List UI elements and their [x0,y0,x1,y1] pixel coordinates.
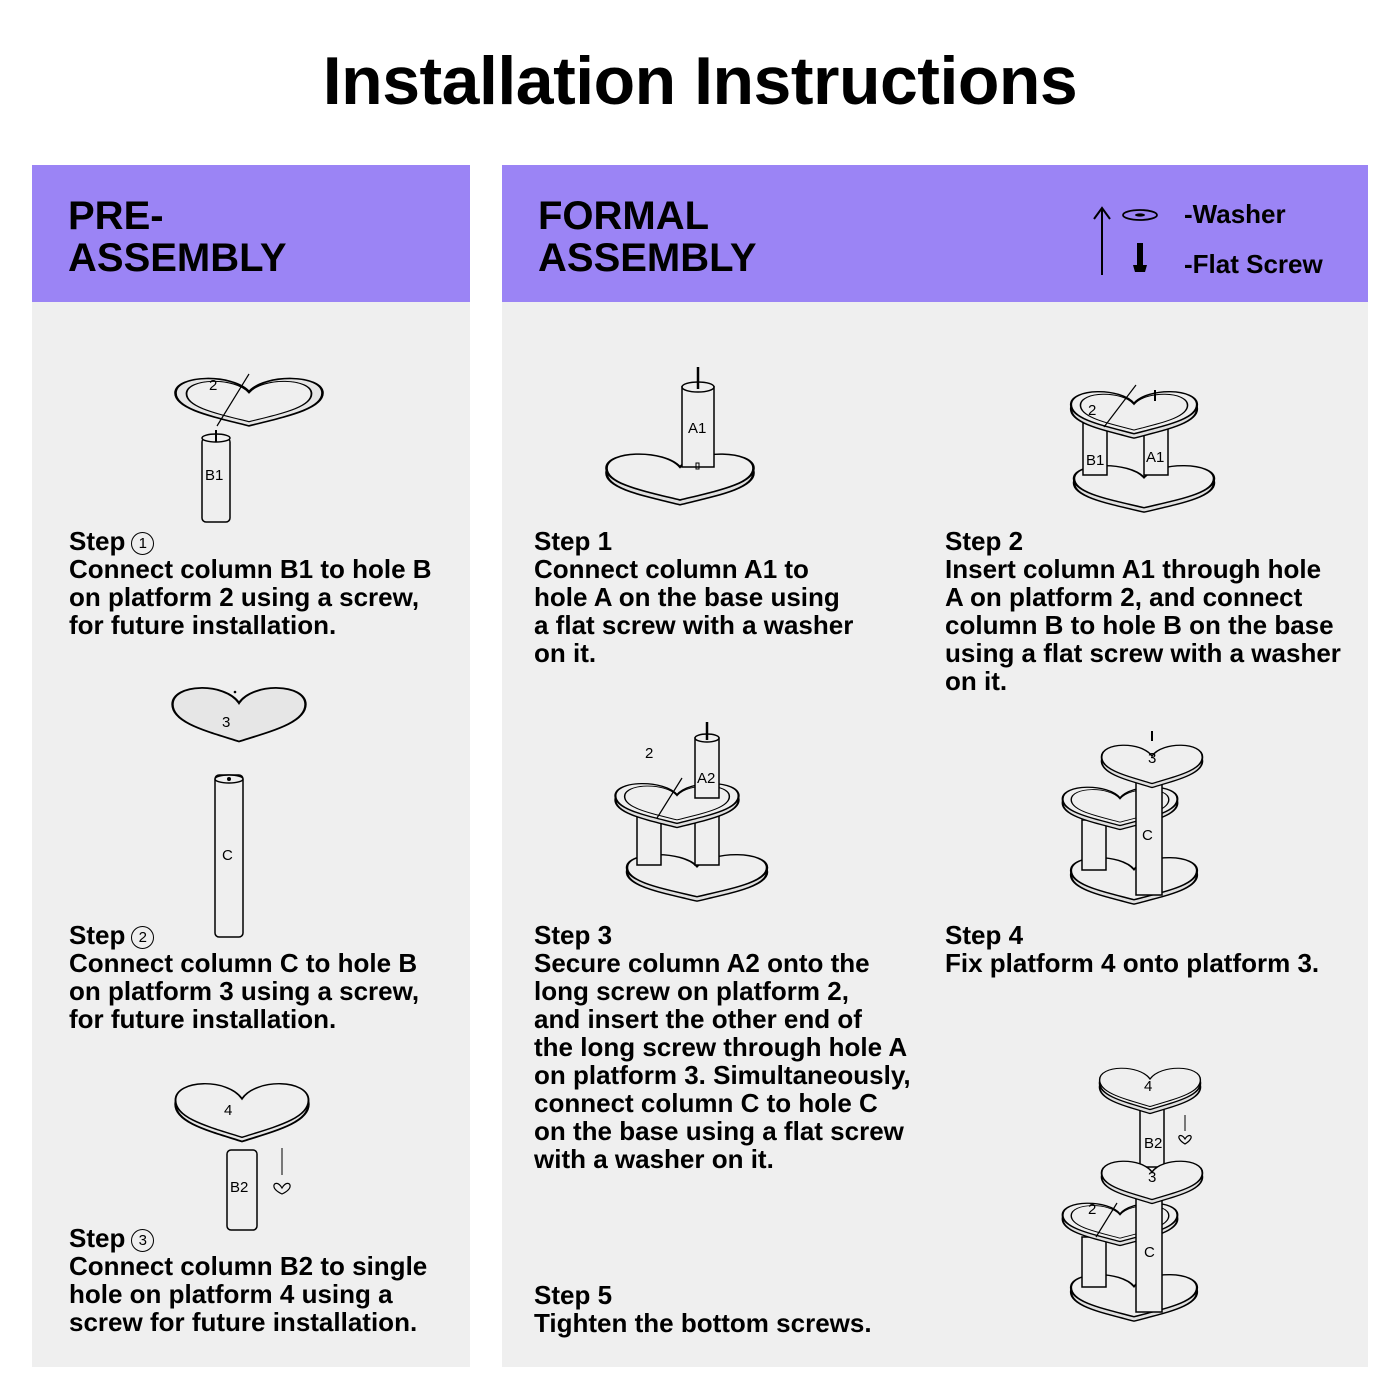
flat-screw-legend-label: -Flat Screw [1184,249,1323,279]
pre-step-1-illustration [167,350,337,530]
pre-step-1-text: Connect column B1 to hole B on platform 2 using a screw, for future installation. [69,554,432,640]
step-1-fig-label-column: A1 [688,420,707,437]
formal-assembly-header [502,165,1368,302]
step-4-illustration [1052,725,1222,915]
pre-step-3-text: Connect column B2 to single hole on platform 4 using a screw for future installation. [69,1251,428,1337]
step-1 [534,527,934,667]
step-2-text: Insert column A1 through hole A on platform 2, and connect column B to hole B on the base using a flat screw with a washer on it. [945,554,1341,696]
step-4-fig-label-column: C [1142,827,1153,844]
washer-icon [1120,207,1160,223]
pre-assembly-panel [32,165,470,1367]
step-3-fig-label-platform: 2 [645,745,654,762]
step-2-fig-label-column-a1: A1 [1146,449,1165,466]
pre-step-1-fig-label-column: B1 [205,467,224,484]
pre-step-3-illustration [172,1060,332,1240]
step-2-label: Step 2 [945,526,1024,556]
step-5-illustration [1052,1047,1222,1337]
step-4-fig-label-platform: 3 [1148,750,1157,767]
pre-step-1 [69,527,464,639]
pre-step-2-fig-label-platform: 3 [222,714,231,731]
pre-step-2 [69,921,464,1033]
step-3 [534,921,944,1173]
step-4-text: Fix platform 4 onto platform 3. [945,948,1320,978]
step-3-fig-label-column: A2 [697,770,716,787]
pre-step-1-fig-label-platform: 2 [209,377,218,394]
step-2 [945,527,1365,695]
step-5-label: Step 5 [534,1280,613,1310]
step-5-fig-label-platform-3: 3 [1148,1169,1157,1186]
step-3-illustration [607,720,777,915]
step-5 [534,1281,944,1337]
pre-step-3-label: Step [69,1223,126,1253]
flat-screw-icon [1130,241,1150,275]
pre-assembly-heading: PRE- ASSEMBLY [68,194,287,280]
up-arrow-icon [1092,205,1112,277]
pre-step-3-fig-label-platform: 4 [224,1102,233,1119]
page-title: Installation Instructions [322,43,1078,119]
step-1-text: Connect column A1 to hole A on the base using a flat screw with a washer on it. [534,554,854,668]
formal-assembly-panel [502,165,1368,1367]
step-4-label: Step 4 [945,920,1024,950]
pre-step-1-number: 1 [131,532,154,555]
washer-legend-label: -Washer [1184,199,1286,229]
pre-step-2-illustration [167,670,337,940]
pre-assembly-header [32,165,470,302]
step-2-illustration [1052,365,1222,530]
step-2-fig-label-column-b1: B1 [1086,452,1105,469]
step-4 [945,921,1365,977]
pre-step-3-fig-label-column: B2 [230,1179,249,1196]
hardware-legend [1092,197,1352,287]
step-2-fig-label-platform: 2 [1088,402,1097,419]
step-5-text: Tighten the bottom screws. [534,1308,872,1338]
pre-step-3 [69,1224,469,1336]
formal-assembly-heading: FORMAL ASSEMBLY [538,194,757,280]
pre-step-2-number: 2 [131,926,154,949]
step-1-label: Step 1 [534,526,613,556]
step-1-illustration [602,365,762,525]
step-3-text: Secure column A2 onto the long screw on platform 2, and insert the other end of the long screw through hole A on platform 3. Simultaneously, connect column C to hole C on the base using a flat screw with a washer on it. [534,948,911,1174]
step-3-label: Step 3 [534,920,613,950]
pre-step-1-label: Step [69,526,126,556]
step-5-fig-label-platform-2: 2 [1088,1201,1097,1218]
pre-step-2-fig-label-column: C [222,847,233,864]
pre-step-2-label: Step [69,920,126,950]
step-5-fig-label-platform-4: 4 [1144,1078,1153,1095]
pre-step-2-text: Connect column C to hole B on platform 3 using a screw, for future installation. [69,948,420,1034]
step-5-fig-label-column-c: C [1144,1244,1155,1261]
step-5-fig-label-column-b2: B2 [1144,1135,1163,1152]
pre-step-3-number: 3 [131,1229,154,1252]
